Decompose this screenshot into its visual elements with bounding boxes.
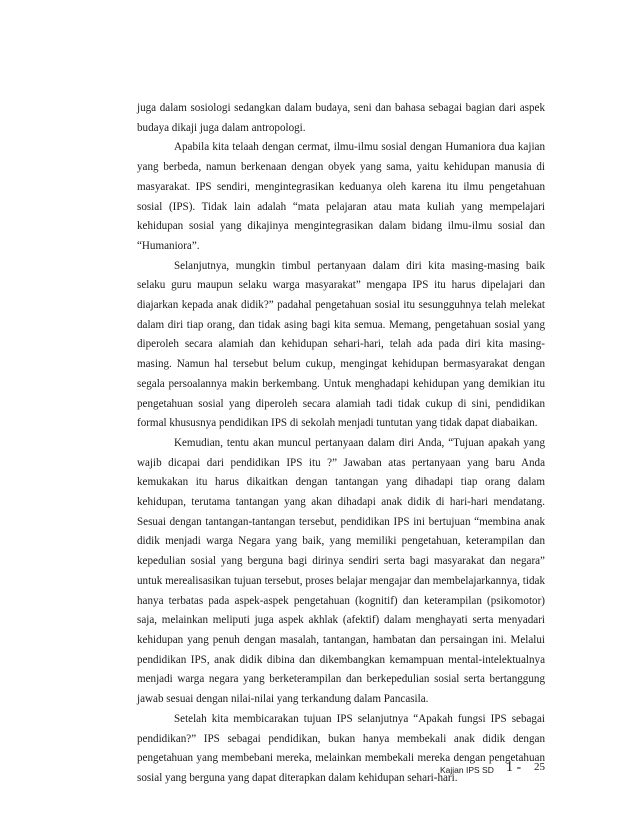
paragraph-5: Setelah kita membicarakan tujuan IPS selanjutnya “Apakah fungsi IPS sebagai pendidikan?” IPS sebagai pendidikan, bukan hanya membekali anak didik dengan pengetahuan yang membebani mereka, melainkan membekali mereka dengan pengetahuan sosial yang berguna yang dapat diterapkan dalam kehidupan sehari-hari. [137,712,545,784]
footer-separator: 1 - [506,760,522,775]
page-footer [440,758,560,780]
paragraph-1: juga dalam sosiologi sedangkan dalam budaya, seni dan bahasa sebagai bagian dari aspek budaya dikaji juga dalam antropologi. [137,102,545,134]
paragraph-4: Kemudian, tentu akan muncul pertanyaan dalam diri Anda, “Tujuan apakah yang wajib dicapai dari pendidikan IPS itu ?” Jawaban atas pertanyaan yang baru Anda kemukakan itu harus dikaitkan dengan tantangan yang dihadapi tiap orang dalam kehidupan, terutama tantangan yang akan dihadapi anak didik di hari-hari mendatang. Sesuai dengan tantangan-tantangan tersebut, pendidikan IPS ini bertujuan “membina anak didik menjadi warga Negara yang baik, yang memiliki pengetahuan, keterampilan dan kepedulian sosial yang berguna bagi dirinya sendiri serta bagi masyarakat dan negara” untuk merealisasikan tujuan tersebut, proses belajar mengajar dan membelajarkannya, tidak hanya terbatas pada aspek-aspek pengetahuan (kognitif) dan keterampilan (psikomotor) saja, melainkan meliputi juga aspek akhlak (afektif) dalam menghayati serta menyadari kehidupan yang penuh dengan masalah, tantangan, hambatan dan persaingan ini. Melalui pendidikan IPS, anak didik dibina dan dikembangkan kemampuan mental-intelektualnya menjadi warga negara yang berketerampilan dan berkepedulian sosial serta bertanggung jawab sesuai dengan nilai-nilai yang terkandung dalam Pancasila. [137,436,545,706]
footer-label: Kajian IPS SD [440,765,494,775]
body-text [137,99,545,789]
paragraph-2: Apabila kita telaah dengan cermat, ilmu-ilmu sosial dengan Humaniora dua kajian yang berbeda, namun berkenaan dengan obyek yang sama, yaitu kehidupan manusia di masyarakat. IPS sendiri, mengintegrasikan keduanya oleh karena itu ilmu pengetahuan sosial (IPS). Tidak lain adalah “mata pelajaran atau mata kuliah yang mempelajari kehidupan sosial yang dikajinya mengintegrasikan dalam bidang ilmu-ilmu sosial dan “Humaniora”. [137,141,545,252]
paragraph-3: Selanjutnya, mungkin timbul pertanyaan dalam diri kita masing-masing baik selaku guru maupun selaku warga masyarakat” mengapa IPS itu harus dipelajari dan diajarkan kepada anak didik?” padahal pengetahuan sosial itu sesungguhnya telah melekat dalam diri tiap orang, dan tidak asing bagi kita semua. Memang, pengetahuan sosial yang diperoleh secara alamiah dan kehidupan sehari-hari, telah ada pada diri kita masing-masing. Namun hal tersebut belum cukup, mengingat kehidupan bermasyarakat dengan segala persoalannya makin berkembang. Untuk menghadapi kehidupan yang demikian itu pengetahuan sosial yang diperoleh secara alamiah tadi tidak cukup di sini, pendidikan formal khususnya pendidikan IPS di sekolah menjadi tuntutan yang tidak dapat diabaikan. [137,259,545,430]
page-number: 25 [534,761,545,773]
